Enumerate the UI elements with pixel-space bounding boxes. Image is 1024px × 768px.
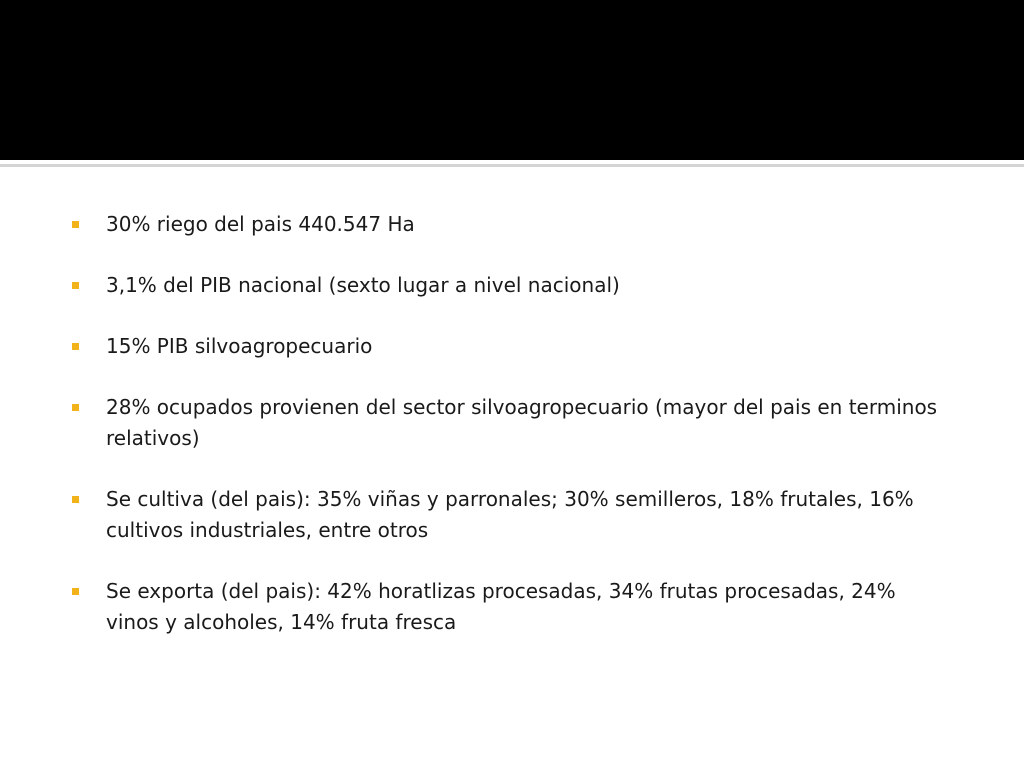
bullet-item — [70, 209, 950, 240]
bullet-square-icon — [72, 221, 79, 228]
bullet-text: 15% PIB silvoagropecuario — [106, 334, 373, 358]
bullet-text: 28% ocupados provienen del sector silvoagropecuario (mayor del pais en terminos relativos) — [106, 395, 938, 450]
bullet-item — [70, 484, 950, 546]
bullet-item — [70, 392, 950, 454]
title-band — [0, 0, 1024, 160]
bullet-square-icon — [72, 282, 79, 289]
title-divider — [0, 164, 1024, 167]
bullet-list — [70, 209, 950, 668]
bullet-item — [70, 576, 950, 638]
bullet-item — [70, 331, 950, 362]
bullet-square-icon — [72, 404, 79, 411]
bullet-text: Se exporta (del pais): 42% horatlizas procesadas, 34% frutas procesadas, 24% vinos y alcoholes, 14% fruta fresca — [106, 579, 896, 634]
bullet-text: 30% riego del pais 440.547 Ha — [106, 212, 415, 236]
bullet-text: 3,1% del PIB nacional (sexto lugar a nivel nacional) — [106, 273, 620, 297]
bullet-text: Se cultiva (del pais): 35% viñas y parronales; 30% semilleros, 18% frutales, 16% cultivos industriales, entre otros — [106, 487, 914, 542]
bullet-square-icon — [72, 496, 79, 503]
bullet-item — [70, 270, 950, 301]
bullet-square-icon — [72, 343, 79, 350]
bullet-square-icon — [72, 588, 79, 595]
